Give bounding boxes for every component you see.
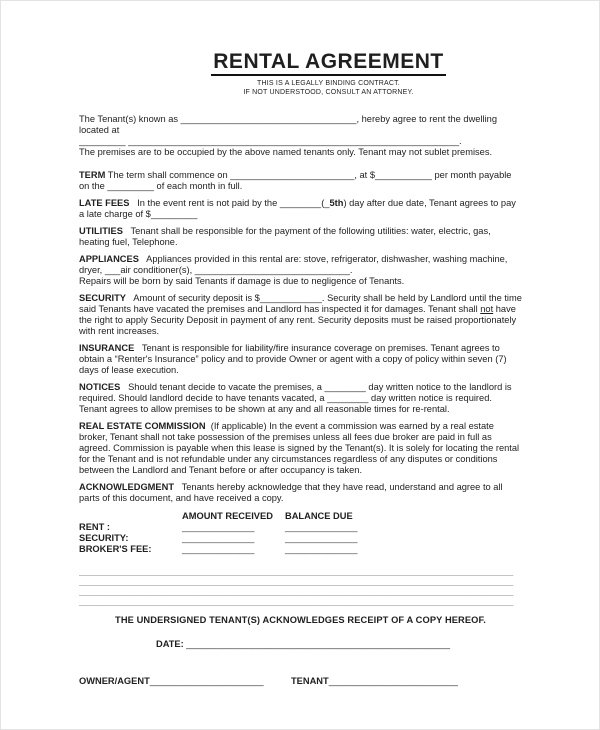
- table-row-brokers-fee: [79, 544, 522, 555]
- blank-line: ____________________________________________________________________________________: [79, 576, 514, 587]
- owner-signature: [79, 676, 269, 687]
- term-text: The term shall commence on: [105, 170, 231, 181]
- amount-received-header: AMOUNT RECEIVED: [182, 511, 273, 522]
- section-insurance: [79, 343, 522, 376]
- section-real-estate-commission: [79, 421, 522, 476]
- security-balance-blank: ______________: [285, 533, 358, 544]
- tenant-clause: [79, 114, 522, 136]
- commission-text: (If applicable) In the event a commission was earned by a real estate broker, Tenant shall not take possession of the premises unless all fees due broker are paid in full as agreed. Commission is payable when this lease is signed by the Tenant(s). It is solely for locating the rental for the Tenant and is not refundable under any circumstances regardless of any disputes or conditions between the Landlord and Tenant before or after occupancy is taken.: [79, 421, 522, 476]
- term-date-blank: ________________________: [230, 170, 355, 181]
- security-label: SECURITY:: [79, 533, 129, 544]
- security-text: Amount of security deposit is $____________. Security shall be held by Landlord until the time said Tenants have vacated the premises and Landlord has inspected it for damages. Tenant shall: [79, 293, 525, 315]
- section-security-heading: SECURITY: [79, 293, 127, 304]
- signature-line: [79, 676, 522, 687]
- owner-agent-blank: ______________________: [149, 676, 264, 687]
- undersigned-statement: THE UNDERSIGNED TENANT(S) ACKNOWLEDGES RECEIPT OF A COPY HEREOF.: [115, 615, 486, 626]
- subtitle-line-1: THIS IS A LEGALLY BINDING CONTRACT.: [257, 80, 400, 88]
- section-appliances: [79, 254, 522, 287]
- section-appliances-heading: APPLIANCES: [79, 254, 139, 265]
- amounts-table-header: [79, 511, 522, 522]
- tenant-name-blank: __________________________________: [180, 114, 357, 125]
- subtitle-line-2: IF NOT UNDERSTOOD, CONSULT AN ATTORNEY.: [243, 89, 414, 97]
- document-header: [79, 51, 522, 97]
- term-text-2: , at $: [354, 170, 375, 181]
- term-amount-blank: ___________: [375, 170, 432, 181]
- section-insurance-heading: INSURANCE: [79, 343, 135, 354]
- tenant-clause-text: The Tenant(s) known as: [79, 114, 181, 125]
- blank-line: ____________________________________________________________________________________: [79, 596, 514, 607]
- tenant-signature: [291, 676, 471, 687]
- section-utilities: [79, 226, 522, 248]
- utilities-text: Tenant shall be responsible for the payment of the following utilities: water, electric, gas, heating fuel, Telephone.: [79, 226, 494, 248]
- intro-section: [79, 114, 522, 158]
- rent-label: RENT :: [79, 522, 110, 533]
- blank-line: ____________________________________________________________________________________: [79, 566, 514, 577]
- amounts-header-spacer: [79, 511, 182, 522]
- page-title: RENTAL AGREEMENT: [211, 51, 445, 76]
- section-late-fees-heading: LATE FEES: [79, 198, 130, 209]
- tenant-clause-text-2: , hereby agree to rent the dwelling located at: [79, 114, 500, 136]
- table-row-rent: [79, 522, 522, 533]
- amounts-table: [79, 511, 522, 555]
- notes-blank-lines: [79, 566, 522, 606]
- late-fees-text-2: ) day after due date, Tenant agrees to pay a late charge of $_________: [79, 198, 519, 220]
- tenant-label: TENANT: [291, 676, 329, 687]
- date-label: DATE:: [156, 639, 187, 650]
- premises-clause: The premises are to be occupied by the above named tenants only. Tenant may not sublet premises.: [79, 147, 493, 158]
- tenant-blank: _________________________: [328, 676, 458, 687]
- rent-amount-blank: ______________: [182, 522, 255, 533]
- section-acknowledgment-heading: ACKNOWLEDGMENT: [79, 482, 175, 493]
- security-text-2: have the right to apply Security Deposit in payment of any rent. Security deposits must be raised proportionately with rent increases.: [79, 304, 519, 337]
- section-notices-heading: NOTICES: [79, 382, 121, 393]
- balance-due-header: BALANCE DUE: [285, 511, 353, 522]
- section-late-fees: [79, 198, 522, 220]
- date-line: [156, 639, 522, 650]
- table-row-security: [79, 533, 522, 544]
- security-amount-blank: ______________: [182, 533, 255, 544]
- date-blank: ___________________________________________________: [186, 639, 450, 650]
- section-utilities-heading: UTILITIES: [79, 226, 123, 237]
- appliances-text: Appliances provided in this rental are: stove, refrigerator, dishwasher, washing machine, dryer, ___air conditioner(s), ______________________________.: [79, 254, 510, 276]
- insurance-text: Tenant is responsible for liability/fire insurance coverage on premises. Tenant agrees to obtain a “Renter's Insurance” policy and to provide Owner or agent with a copy of policy within seven (7) days of lease execution.: [79, 343, 510, 376]
- section-commission-heading: REAL ESTATE COMMISSION: [79, 421, 206, 432]
- late-fees-text: In the event rent is not paid by the ________(_: [129, 198, 330, 209]
- rent-balance-blank: ______________: [285, 522, 358, 533]
- blank-line: ____________________________________________________________________________________: [79, 586, 514, 597]
- section-term: [79, 170, 522, 192]
- section-term-heading: TERM: [79, 170, 106, 181]
- section-notices: [79, 382, 522, 415]
- document-subtitle: [135, 79, 522, 97]
- brokers-fee-amount-blank: ______________: [182, 544, 255, 555]
- section-acknowledgment: [79, 482, 522, 504]
- notices-text: Should tenant decide to vacate the premises, a ________ day written notice to the landlord is required. Should landlord decide to have tenants vacated, a ________ day written notice is required. Tenant agrees to allow premises to be shown at any and all reasonable times for re-rental.: [79, 382, 515, 415]
- owner-agent-label: OWNER/AGENT: [79, 676, 150, 687]
- brokers-fee-balance-blank: ______________: [285, 544, 358, 555]
- term-text-3: per month payable on the _________ of each month in full.: [79, 170, 515, 192]
- late-fees-5th: 5th: [329, 198, 344, 209]
- acknowledgment-text: Tenants hereby acknowledge that they have read, understand and agree to all parts of this document, and have received a copy.: [79, 482, 506, 504]
- address-blank: _________ ________________________________________________________________.: [79, 136, 462, 147]
- security-not-underlined: not: [480, 304, 494, 315]
- section-security: [79, 293, 525, 337]
- brokers-fee-label: BROKER'S FEE:: [79, 544, 152, 555]
- appliances-repairs-text: Repairs will be born by said Tenants if damage is due to negligence of Tenants.: [79, 276, 405, 287]
